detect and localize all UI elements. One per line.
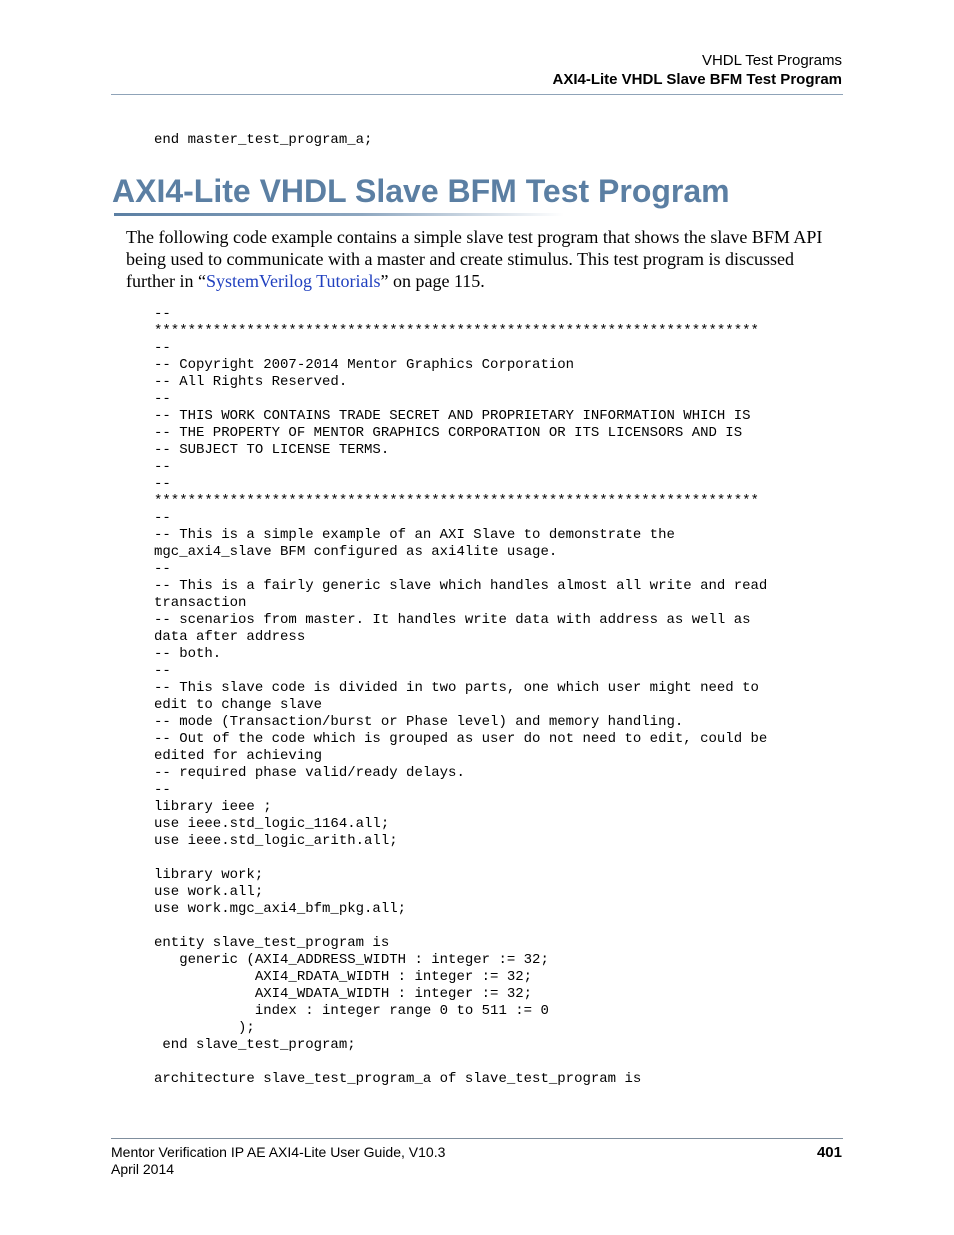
intro-text-after-link: ” on page 115. bbox=[380, 271, 485, 291]
section-heading: AXI4-Lite VHDL Slave BFM Test Program bbox=[112, 173, 730, 209]
systemverilog-tutorials-link[interactable]: SystemVerilog Tutorials bbox=[205, 271, 381, 291]
intro-paragraph bbox=[126, 226, 826, 292]
header-divider bbox=[111, 94, 843, 95]
code-block-end-master: end master_test_program_a; bbox=[154, 132, 373, 148]
running-header-section: AXI4-Lite VHDL Slave BFM Test Program bbox=[552, 71, 842, 88]
footer-divider bbox=[111, 1138, 843, 1139]
footer-date: April 2014 bbox=[111, 1161, 175, 1177]
code-block-slave-test-program: -- ************************************************************************ -- -- Copyright 2007-2014 Mentor Graphics Corporation -- All Rights Reserved. -- -- THIS WORK CONTAINS TRADE SECRET AND PROPRIETARY INFORMATION WHICH IS -- THE PROPERTY OF MENTOR GRAPHICS CORPORATION OR ITS LICENSORS AND IS -- SUBJECT TO LICENSE TERMS. -- -- ************************************************************************ -- -- This is a simple example of an AXI Slave to demonstrate the mgc_axi4_slave BFM configured as axi4lite usage. -- -- This is a fairly generic slave which handles almost all write and read transaction -- scenarios from master. It handles write data with address as well as data after address -- both. -- -- This slave code is divided in two parts, one which user might need to edit to change slave -- mode (Transaction/burst or Phase level) and memory handling. -- Out of the code which is grouped as user do not need to edit, could be edited for achieving -- required phase valid/ready delays. -- library ieee ; use ieee.std_logic_1164.all; use ieee.std_logic_arith.all; library work; use work.all; use work.mgc_axi4_bfm_pkg.all; entity slave_test_program is generic (AXI4_ADDRESS_WIDTH : integer := 32; AXI4_RDATA_WIDTH : integer := 32; AXI4_WDATA_WIDTH : integer := 32; index : integer range 0 to 511 := 0 ); end slave_test_program; architecture slave_test_program_a of slave_test_program is bbox=[154, 306, 768, 1087]
intro-text-before-link: The following code example contains a simple slave test program that shows the slave BFM API being used to communicate with a master and create stimulus. This test program is discussed further in “ bbox=[126, 227, 823, 291]
page-number: 401 bbox=[816, 1144, 842, 1161]
heading-underline bbox=[114, 213, 564, 216]
running-header-chapter: VHDL Test Programs bbox=[701, 52, 842, 69]
footer-guide-title: Mentor Verification IP AE AXI4-Lite User Guide, V10.3 bbox=[111, 1144, 446, 1160]
